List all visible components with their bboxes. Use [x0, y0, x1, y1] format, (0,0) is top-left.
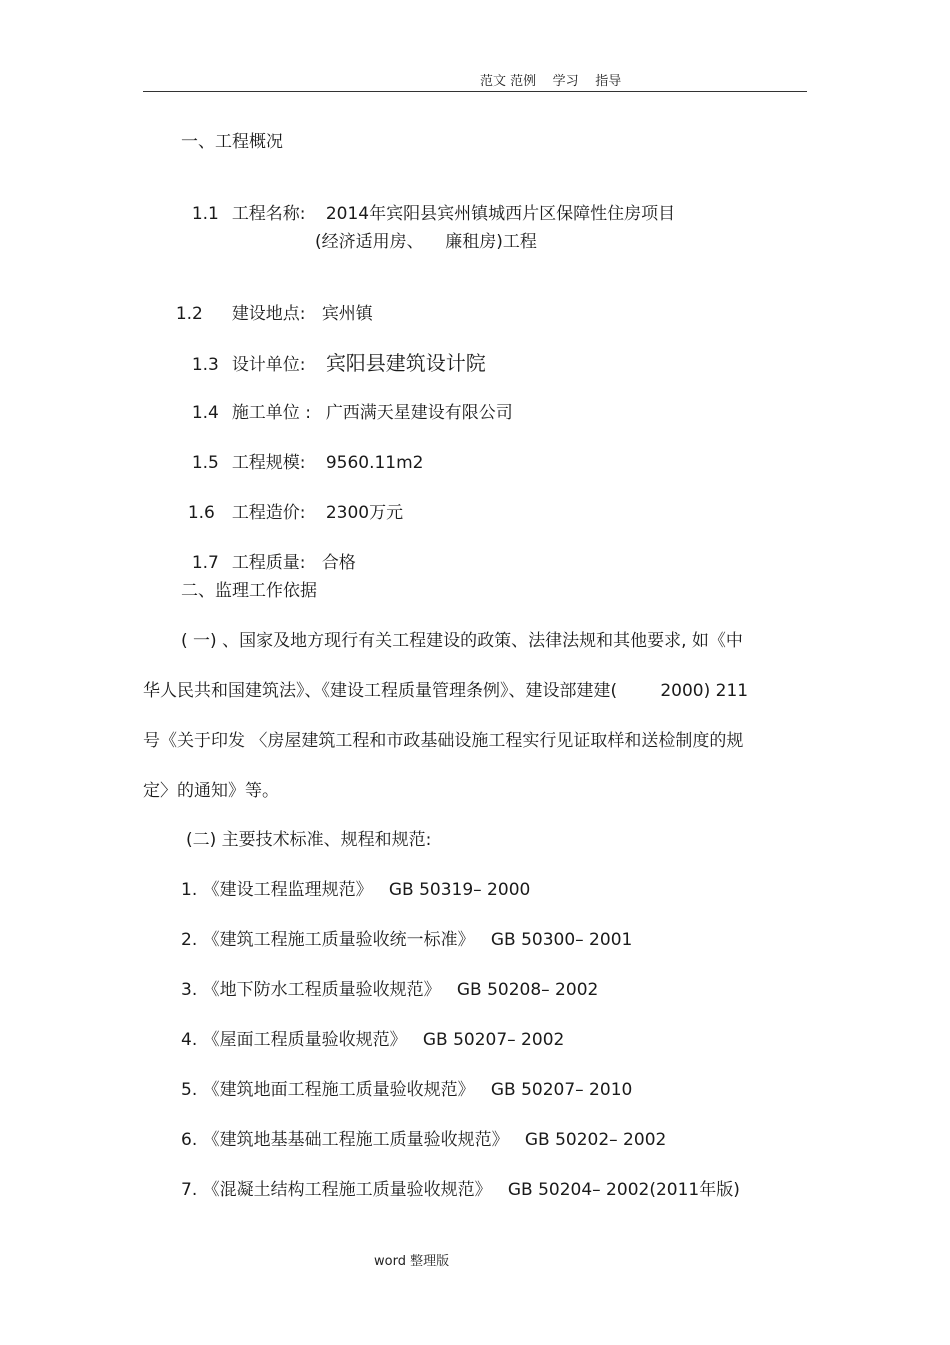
item-number: 1.7	[191, 553, 219, 573]
item-value: 2014年宾阳县宾州镇城西片区保障性住房项目	[325, 204, 676, 224]
standard-item: 2. 《建筑工程施工质量验收统一标准》 GB 50300– 2001	[181, 930, 633, 950]
standard-item: 7. 《混凝土结构工程施工质量验收规范》 GB 50204– 2002(2011年版)	[181, 1180, 740, 1200]
section-1-title: 一、工程概况	[181, 132, 283, 152]
item-1-7	[181, 530, 356, 574]
item-number: 1.1	[191, 204, 219, 224]
item-label: 设计单位:	[231, 355, 306, 375]
page-footer: word 整理版	[374, 1254, 450, 1269]
item-number: 1.4	[191, 403, 219, 423]
item-1-6	[177, 480, 403, 524]
item-value: 9560.11m2	[325, 453, 424, 473]
item-label: 工程规模:	[231, 453, 306, 473]
standard-item: 6. 《建筑地基基础工程施工质量验收规范》 GB 50202– 2002	[181, 1130, 667, 1150]
item-label: 工程质量:	[231, 553, 306, 573]
section-2-title: 二、监理工作依据	[181, 581, 317, 601]
item-number: 1.5	[191, 453, 219, 473]
item-number: 1.3	[191, 355, 219, 375]
item-1-1	[181, 181, 675, 225]
item-label: 工程造价:	[231, 503, 306, 523]
item-label: 施工单位 :	[231, 403, 311, 423]
header-divider	[143, 91, 807, 92]
item-value: 广西满天星建设有限公司	[325, 403, 513, 423]
standard-item: 4. 《屋面工程质量验收规范》 GB 50207– 2002	[181, 1030, 565, 1050]
item-1-1-continued: (经济适用房、 廉租房)工程	[315, 232, 537, 252]
standard-item: 3. 《地下防水工程质量验收规范》 GB 50208– 2002	[181, 980, 599, 1000]
item-number: 1.2	[175, 304, 203, 324]
item-1-5	[181, 430, 424, 474]
page-header: 范文 范例 学习 指导	[480, 74, 622, 89]
standard-item: 5. 《建筑地面工程施工质量验收规范》 GB 50207– 2010	[181, 1080, 633, 1100]
paragraph-line: ( 一) 、国家及地方现行有关工程建设的政策、法律法规和其他要求, 如《中	[181, 631, 743, 651]
item-1-3	[181, 330, 486, 376]
item-value: 2300万元	[325, 503, 404, 523]
item-value: 宾州镇	[321, 304, 373, 324]
item-value: 合格	[321, 553, 356, 573]
paragraph-line: 号《关于印发 〈房屋建筑工程和市政基础设施工程实行见证取样和送检制度的规	[143, 731, 744, 751]
item-1-4	[181, 380, 513, 424]
item-1-2	[165, 281, 373, 325]
item-label: 工程名称:	[231, 204, 306, 224]
item-value: 宾阳县建筑设计院	[325, 351, 486, 375]
subsection-title: (二) 主要技术标准、规程和规范:	[186, 830, 432, 850]
item-number: 1.6	[187, 503, 215, 523]
standard-item: 1. 《建设工程监理规范》 GB 50319– 2000	[181, 880, 531, 900]
paragraph-line: 定〉的通知》等。	[143, 781, 279, 801]
paragraph-line: 华人民共和国建筑法》、《建设工程质量管理条例》、建设部建建( 2000) 211	[143, 681, 749, 701]
item-label: 建设地点:	[231, 304, 306, 324]
